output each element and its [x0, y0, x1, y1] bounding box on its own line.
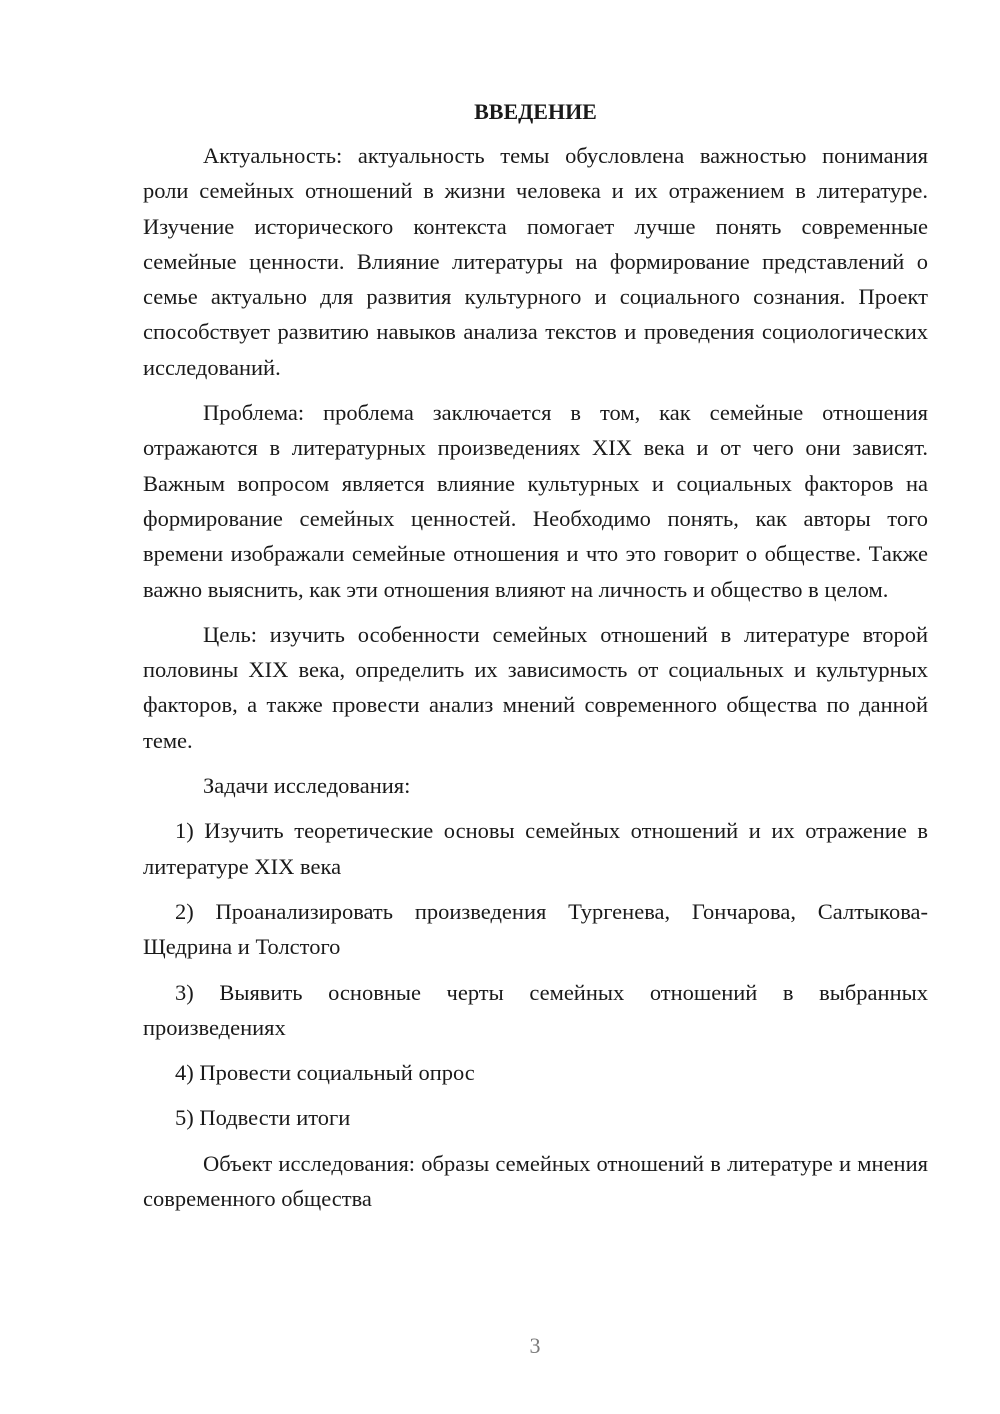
goal-paragraph: Цель: изучить особенности семейных отношений в литературе второй половины XIX века, определить их зависимость от социальных и культурных факторов, а также провести анализ мнений современного общества по данной теме.	[143, 621, 928, 753]
task-item-3: 3) Выявить основные черты семейных отношений в выбранных произведениях	[143, 979, 928, 1040]
task-item-4: 4) Провести социальный опрос	[175, 1060, 475, 1086]
section-title: ВВЕДЕНИЕ	[474, 99, 597, 124]
object-paragraph: Объект исследования: образы семейных отношений в литературе и мнения современного общества	[143, 1150, 928, 1212]
page-number: 3	[529, 1333, 541, 1358]
relevance-paragraph: Актуальность: актуальность темы обусловлена важностью понимания роли семейных отношений в жизни человека и их отражением в литературе. Изучение исторического контекста помогает лучше понять современные семейные ценности. Влияние литературы на формирование представлений о семье актуально для развития культурного и социального сознания. Проект способствует развитию навыков анализа текстов и проведения социологических исследований.	[143, 143, 928, 380]
tasks-heading: Задачи исследования:	[203, 773, 411, 799]
task-item-5: 5) Подвести итоги	[175, 1105, 351, 1131]
task-item-1: 1) Изучить теоретические основы семейных отношений и их отражение в литературе XIX века	[143, 818, 928, 879]
task-item-2: 2) Проанализировать произведения Тургенева, Гончарова, Салтыкова-Щедрина и Толстого	[143, 898, 928, 960]
problem-paragraph: Проблема: проблема заключается в том, как семейные отношения отражаются в литературных произведениях XIX века и от чего они зависят. Важным вопросом является влияние культурных и социальных факторов на формирование семейных ценностей. Необходимо понять, как авторы того времени изображали семейные отношения и что это говорит о обществе. Также важно выяснить, как эти отношения влияют на личность и общество в целом.	[143, 400, 928, 602]
page-content	[143, 96, 928, 1226]
